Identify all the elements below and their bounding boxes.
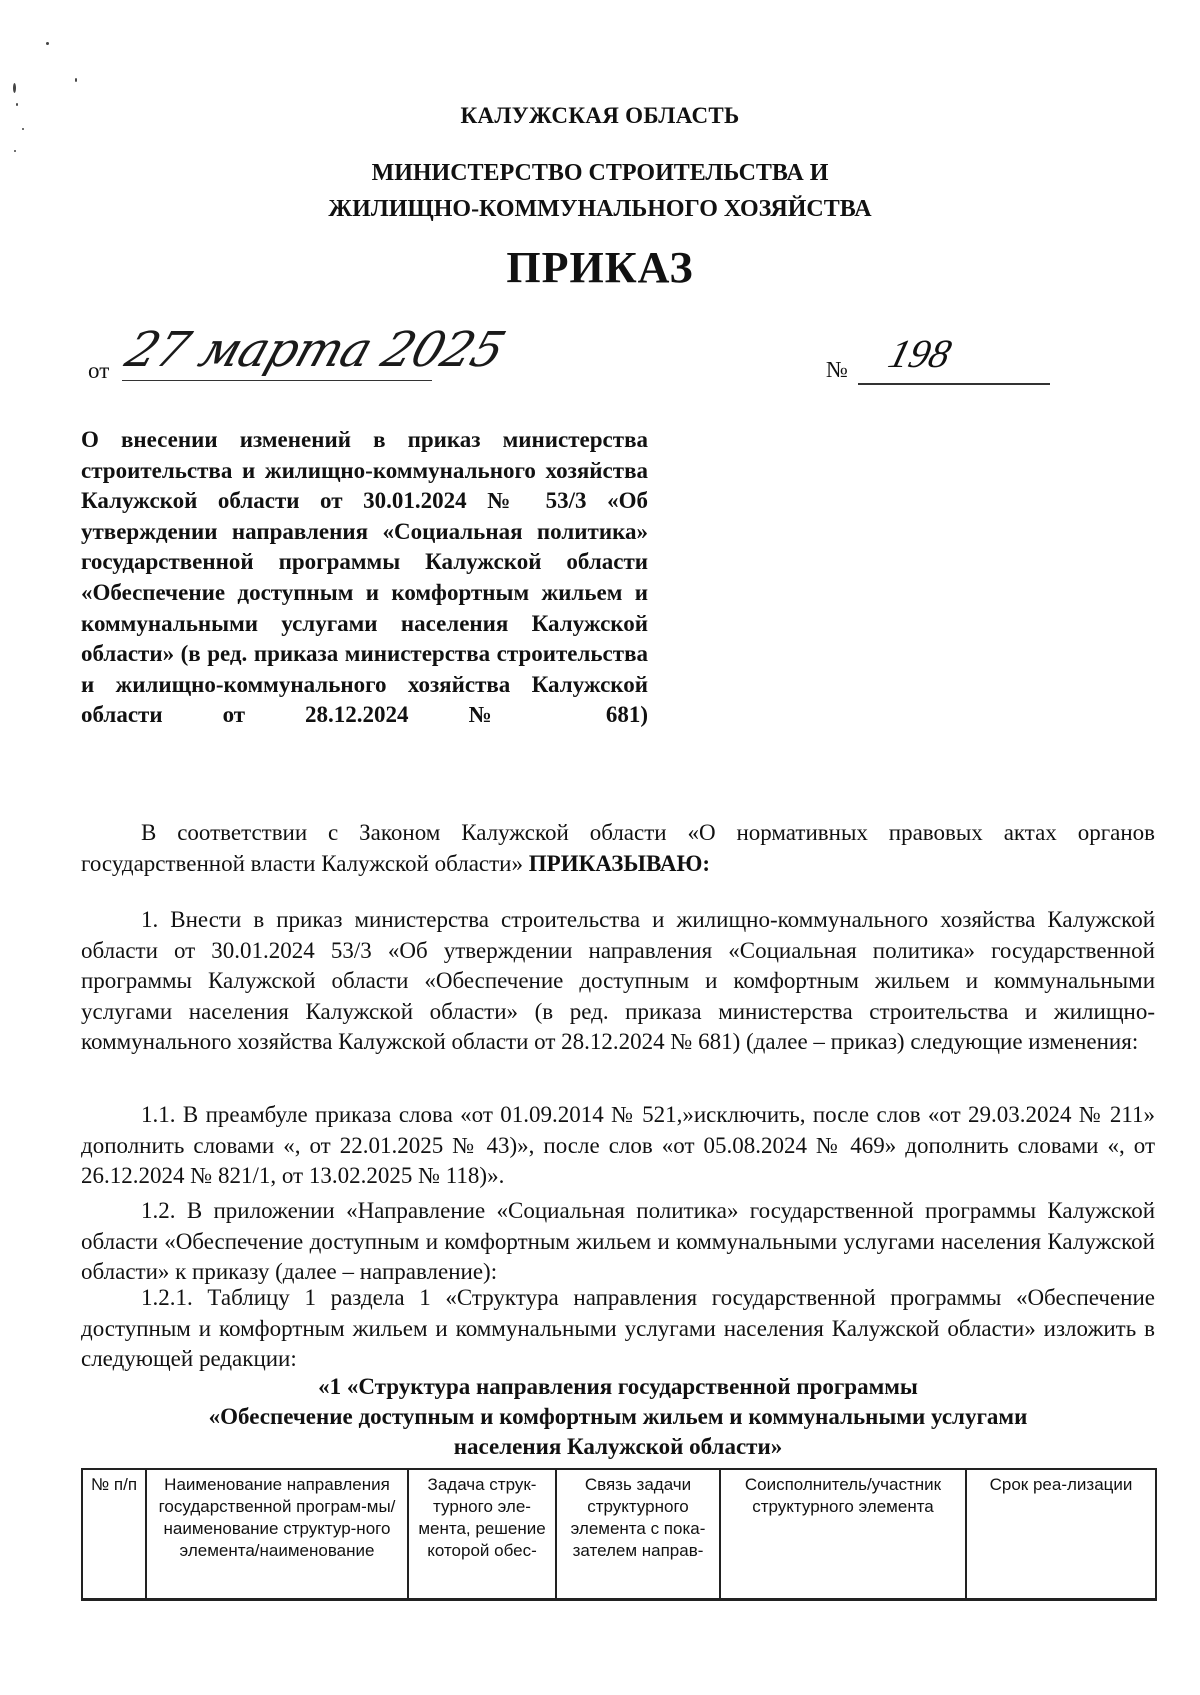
table-header-cell: Срок реа-лизации — [966, 1469, 1156, 1600]
table-title-line-2: «Обеспечение доступным и комфортным жильем и коммунальными услугами — [208, 1404, 1028, 1429]
table-title — [81, 1372, 1155, 1462]
table-header-cell: Наименование направления государственной програм-мы/наименование структур-ного элемента/наименование — [146, 1469, 408, 1600]
item-1-2-paragraph: 1.2. В приложении «Направление «Социальная политика» государственной программы Калужской области «Обеспечение доступным и комфортным жильем и коммунальными услугами населения Калужской области» к приказу (далее – направление): — [81, 1198, 1155, 1284]
ministry-line-2: ЖИЛИЩНО-КОММУНАЛЬНОГО ХОЗЯЙСТВА — [328, 196, 872, 222]
number-underline — [858, 383, 1050, 385]
document-subject: О внесении изменений в приказ министерства строительства и жилищно-коммунального хозяйства Калужской области от 30.01.2024 № 53/3 «Об утверждении направления «Социальная политика» государственной программы Калужской области «Обеспечение доступным и комфортным жильем и коммунальными услугами населения Калужской области» (в ред. приказа министерства строительства и жилищно-коммунального хозяйства Калужской области от 28.12.2024 № 681) — [81, 427, 648, 728]
item-1-paragraph: 1. Внести в приказ министерства строительства и жилищно-коммунального хозяйства Калужской области от 30.01.2024 53/3 «Об утверждении направления «Социальная политика» государственной программы Калужской области «Обеспечение доступным и комфортным жильем и коммунальными услугами населения Калужской области» (в ред. приказа министерства строительства и жилищно-коммунального хозяйства Калужской области от 28.12.2024 № 681) (далее – приказ) следующие изменения: — [81, 907, 1155, 1054]
item-1-2-1-paragraph: 1.2.1. Таблицу 1 раздела 1 «Структура направления государственной программы «Обеспечение доступным и комфортным жильем и коммунальными услугами населения Калужской области» изложить в следующей редакции: — [81, 1285, 1155, 1371]
table-header-cell: Соисполнитель/участник структурного элемента — [720, 1469, 966, 1600]
order-word: ПРИКАЗЫВАЮ: — [528, 850, 711, 876]
number-label: № — [826, 357, 848, 382]
table-header-row — [82, 1469, 1156, 1600]
ministry-line-1: МИНИСТЕРСТВО СТРОИТЕЛЬСТВА И — [371, 160, 829, 186]
table-title-line-1: «1 «Структура направления государственной программы — [318, 1374, 918, 1399]
table-header-cell: № п/п — [82, 1469, 146, 1600]
handwritten-date: 27 марта 2025 — [118, 322, 512, 378]
table-title-line-3: населения Калужской области» — [453, 1434, 783, 1459]
structure-table — [81, 1468, 1157, 1601]
handwritten-number: 198 — [883, 331, 957, 376]
item-1-1-paragraph: 1.1. В преамбуле приказа слова «от 01.09.2014 № 521,»исключить, после слов «от 29.03.2024 № 211» дополнить словами «, от 22.01.2025 № 43)», после слов «от 05.08.2024 № 469» дополнить словами «, от 26.12.2024 № 821/1, от 13.02.2025 № 118)». — [81, 1102, 1155, 1188]
region-heading: КАЛУЖСКАЯ ОБЛАСТЬ — [460, 103, 740, 128]
table-header-cell: Связь задачи структурного элемента с пока-зателем направ- — [556, 1469, 720, 1600]
ministry-heading — [0, 155, 1200, 227]
document-type-title: ПРИКАЗ — [506, 243, 694, 292]
date-label: от — [88, 358, 110, 383]
table-header-cell: Задача струк-турного эле-мента, решение которой обес- — [408, 1469, 556, 1600]
preamble-paragraph — [81, 818, 1155, 879]
date-underline — [122, 380, 432, 381]
preamble-text: В соответствии с Законом Калужской области «О нормативных правовых актах органов государственной власти Калужской области» — [81, 820, 1155, 876]
